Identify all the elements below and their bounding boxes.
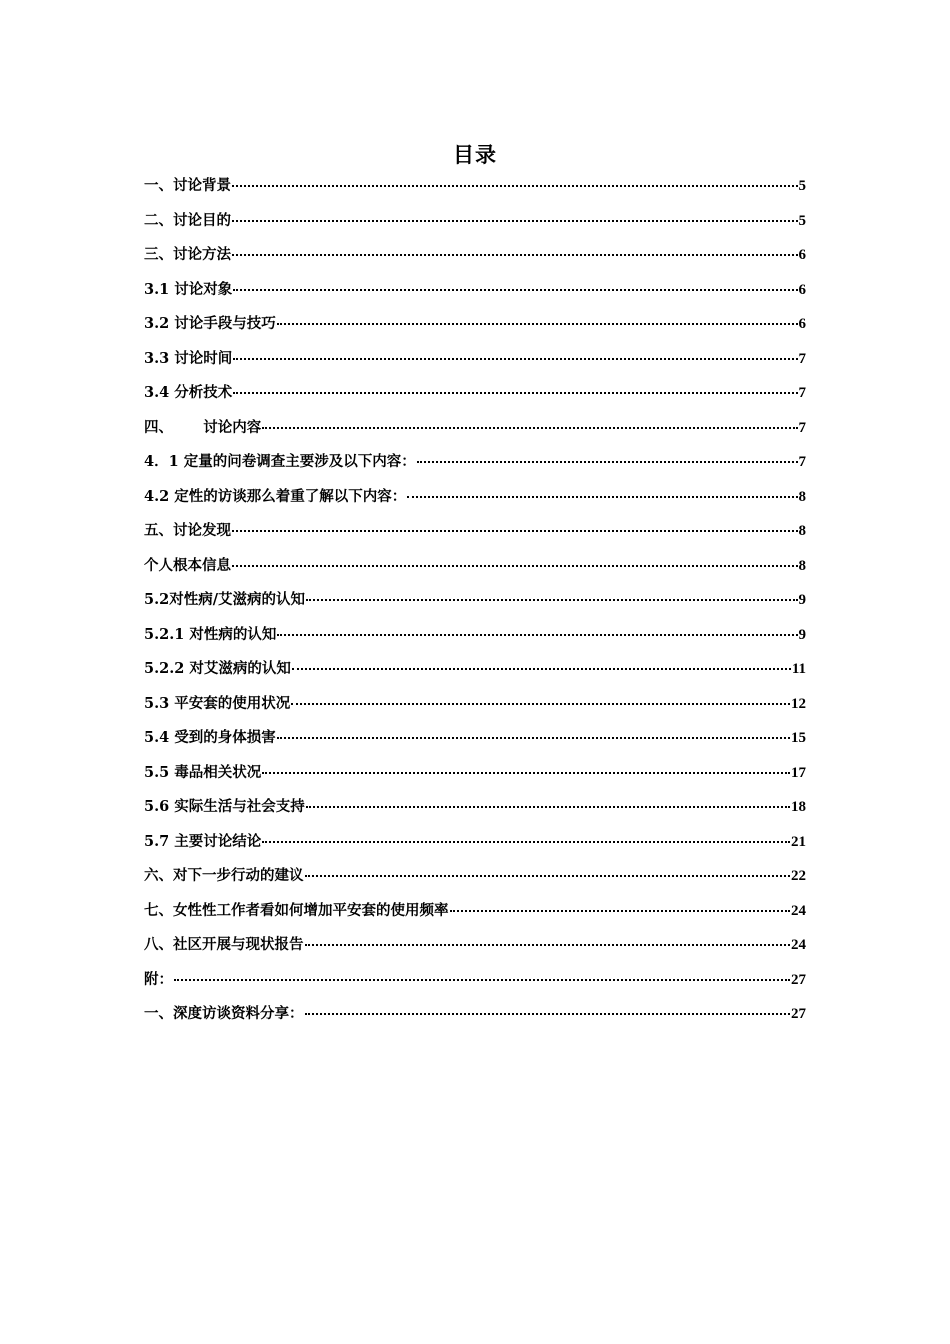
toc-dot-leader [232, 254, 798, 256]
toc-entry[interactable] [144, 174, 806, 209]
toc-entry[interactable] [144, 209, 806, 244]
toc-entry[interactable] [144, 381, 806, 416]
toc-page-number: 9 [798, 626, 806, 643]
toc-entry[interactable] [144, 623, 806, 658]
toc-dot-leader [233, 392, 797, 394]
toc-entry[interactable] [144, 657, 806, 692]
toc-dot-leader [305, 944, 791, 946]
toc-page-number: 7 [798, 454, 806, 470]
toc-dot-leader [305, 875, 791, 877]
toc-entry[interactable] [144, 830, 806, 865]
toc-entry-label: 一、讨论背景 [144, 177, 231, 194]
toc-entry-label: 5.7 主要讨论结论 [144, 832, 262, 850]
toc-page-number: 6 [798, 247, 806, 263]
toc-entry-label: 六、对下一步行动的建议 [144, 867, 304, 884]
toc-page-number: 9 [798, 592, 806, 608]
toc-page-number: 8 [798, 523, 806, 539]
toc-page-number: 8 [798, 557, 806, 574]
toc-dot-leader [277, 323, 798, 325]
toc-entry[interactable] [144, 761, 806, 796]
toc-entry[interactable] [144, 485, 806, 520]
toc-entry-label: 5.2.1 对性病的认知 [144, 625, 277, 643]
toc-page-number: 21 [791, 833, 806, 850]
toc-entry-label: 一、深度访谈资料分享： [144, 1005, 304, 1022]
toc-entry-label: 5.2对性病/艾滋病的认知 [144, 591, 306, 608]
toc-entry[interactable] [144, 692, 806, 727]
toc-entry[interactable] [144, 1002, 806, 1037]
toc-dot-leader [262, 841, 790, 843]
toc-entry-label: 3.3 讨论时间 [144, 349, 233, 367]
toc-entry[interactable] [144, 864, 806, 899]
toc-entry[interactable] [144, 450, 806, 485]
toc-dot-leader [232, 530, 798, 532]
toc-page-number: 27 [791, 1006, 806, 1022]
toc-page-number: 5 [798, 178, 806, 194]
toc-entry-label: 5.3 平安套的使用状况 [144, 694, 291, 712]
toc-entry-label: 3.1 讨论对象 [144, 280, 233, 298]
toc-page-number: 7 [798, 350, 806, 367]
toc-dot-leader [232, 220, 798, 222]
toc-entry-label: 3.4 分析技术 [144, 384, 233, 401]
toc-entry-label: 二、讨论目的 [144, 211, 231, 229]
toc-entry[interactable] [144, 243, 806, 278]
toc-entry[interactable] [144, 416, 806, 451]
toc-entry-label: 三、讨论方法 [144, 246, 231, 263]
toc-entry[interactable] [144, 519, 806, 554]
toc-dot-leader [232, 565, 798, 567]
toc-dot-leader [262, 772, 790, 774]
toc-dot-leader [417, 461, 798, 463]
toc-dot-leader [305, 1013, 791, 1015]
toc-dot-leader [306, 599, 797, 601]
toc-entry-label: 个人根本信息 [144, 556, 231, 574]
toc-page-number: 18 [791, 799, 806, 815]
toc-entry[interactable] [144, 278, 806, 313]
toc-dot-leader [292, 668, 791, 670]
toc-entry-label: 附： [144, 970, 173, 988]
toc-page-number: 11 [791, 661, 806, 677]
toc-dot-leader [450, 910, 791, 912]
table-of-contents [144, 174, 806, 1037]
toc-dot-leader [306, 806, 790, 808]
toc-entry[interactable] [144, 347, 806, 382]
toc-page-number: 27 [791, 971, 806, 988]
toc-dot-leader [174, 979, 790, 981]
toc-page-number: 7 [798, 419, 806, 436]
toc-page-number: 24 [791, 937, 806, 953]
toc-entry[interactable] [144, 933, 806, 968]
toc-entry-label: 4.2 定性的访谈那么着重了解以下内容： [144, 487, 407, 505]
toc-entry[interactable] [144, 795, 806, 830]
toc-page-number: 24 [791, 902, 806, 919]
toc-dot-leader [407, 496, 797, 498]
toc-page-number: 7 [798, 385, 806, 401]
toc-dot-leader [262, 427, 797, 429]
toc-page-number: 8 [798, 488, 806, 505]
toc-page-number: 6 [798, 281, 806, 298]
toc-dot-leader [232, 185, 798, 187]
toc-entry-label: 4．1 定量的问卷调查主要涉及以下内容： [144, 453, 416, 470]
toc-entry[interactable] [144, 968, 806, 1003]
toc-dot-leader [277, 737, 790, 739]
toc-page-number: 15 [791, 730, 806, 746]
toc-entry-label: 5.2.2 对艾滋病的认知 [144, 660, 291, 677]
toc-entry-label: 七、女性性工作者看如何增加平安套的使用频率 [144, 901, 449, 919]
toc-entry-label: 五、讨论发现 [144, 522, 231, 539]
page-title: 目录 [453, 142, 497, 168]
toc-page-number: 5 [798, 212, 806, 229]
toc-page-number: 22 [791, 868, 806, 884]
toc-dot-leader [233, 358, 797, 360]
toc-entry[interactable] [144, 588, 806, 623]
toc-page-number: 12 [791, 695, 806, 712]
toc-page-number: 17 [791, 764, 806, 781]
toc-entry-label: 3.2 讨论手段与技巧 [144, 315, 276, 332]
toc-entry-label: 5.4 受到的身体损害 [144, 729, 276, 746]
toc-entry[interactable] [144, 899, 806, 934]
toc-entry-label: 八、社区开展与现状报告 [144, 936, 304, 953]
toc-dot-leader [291, 703, 790, 705]
toc-entry[interactable] [144, 554, 806, 589]
toc-entry-label: 四、 讨论内容 [144, 418, 262, 436]
toc-entry[interactable] [144, 312, 806, 347]
toc-dot-leader [277, 634, 797, 636]
toc-page-number: 6 [798, 316, 806, 332]
toc-entry-label: 5.6 实际生活与社会支持 [144, 798, 305, 815]
toc-entry-label: 5.5 毒品相关状况 [144, 763, 262, 781]
toc-dot-leader [233, 289, 797, 291]
toc-entry[interactable] [144, 726, 806, 761]
